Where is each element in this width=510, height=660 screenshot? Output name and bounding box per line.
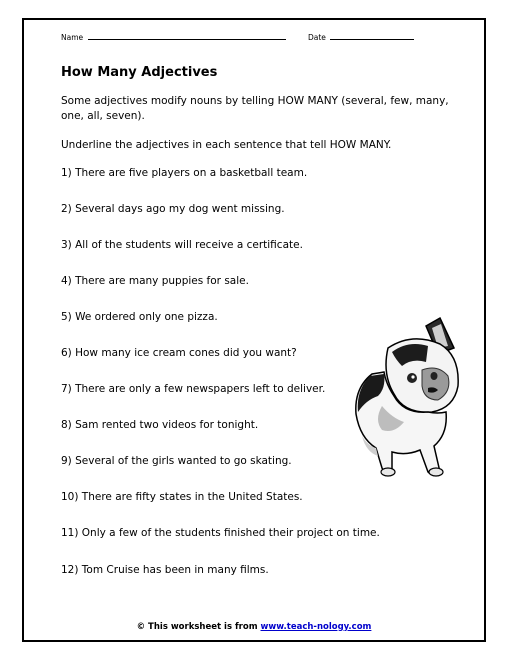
sentence-item: 11) Only a few of the students finished their project on time.	[61, 527, 380, 539]
footer-credit	[24, 622, 484, 632]
date-blank-line	[330, 32, 414, 40]
sentence-item: 1) There are five players on a basketball team.	[61, 167, 308, 179]
sentence-item: 7) There are only a few newspapers left to deliver.	[61, 383, 326, 395]
sentence-item: 12) Tom Cruise has been in many films.	[61, 564, 269, 576]
sentence-item: 8) Sam rented two videos for tonight.	[61, 419, 259, 431]
sentence-item: 4) There are many puppies for sale.	[61, 275, 249, 287]
worksheet-title: How Many Adjectives	[61, 65, 218, 80]
name-label: Name	[61, 33, 84, 42]
date-field	[308, 32, 414, 42]
intro-paragraph: Some adjectives modify nouns by telling HOW MANY (several, few, many, one, all, seven).	[61, 95, 449, 122]
instructions-paragraph: Underline the adjectives in each sentence that tell HOW MANY.	[61, 139, 392, 151]
sentence-item: 10) There are fifty states in the United States.	[61, 491, 303, 503]
name-field	[61, 32, 286, 42]
sentence-item: 2) Several days ago my dog went missing.	[61, 203, 285, 215]
sentence-item: 6) How many ice cream cones did you want?	[61, 347, 297, 359]
sentence-item: 5) We ordered only one pizza.	[61, 311, 218, 323]
sentence-item: 3) All of the students will receive a certificate.	[61, 239, 303, 251]
sentence-item: 9) Several of the girls wanted to go skating.	[61, 455, 292, 467]
date-label: Date	[308, 33, 326, 42]
footer-link[interactable]: www.teach-nology.com	[260, 622, 372, 632]
footer-prefix: © This worksheet is from	[136, 622, 261, 632]
dog-illustration-icon	[342, 296, 466, 486]
name-blank-line	[88, 32, 286, 40]
